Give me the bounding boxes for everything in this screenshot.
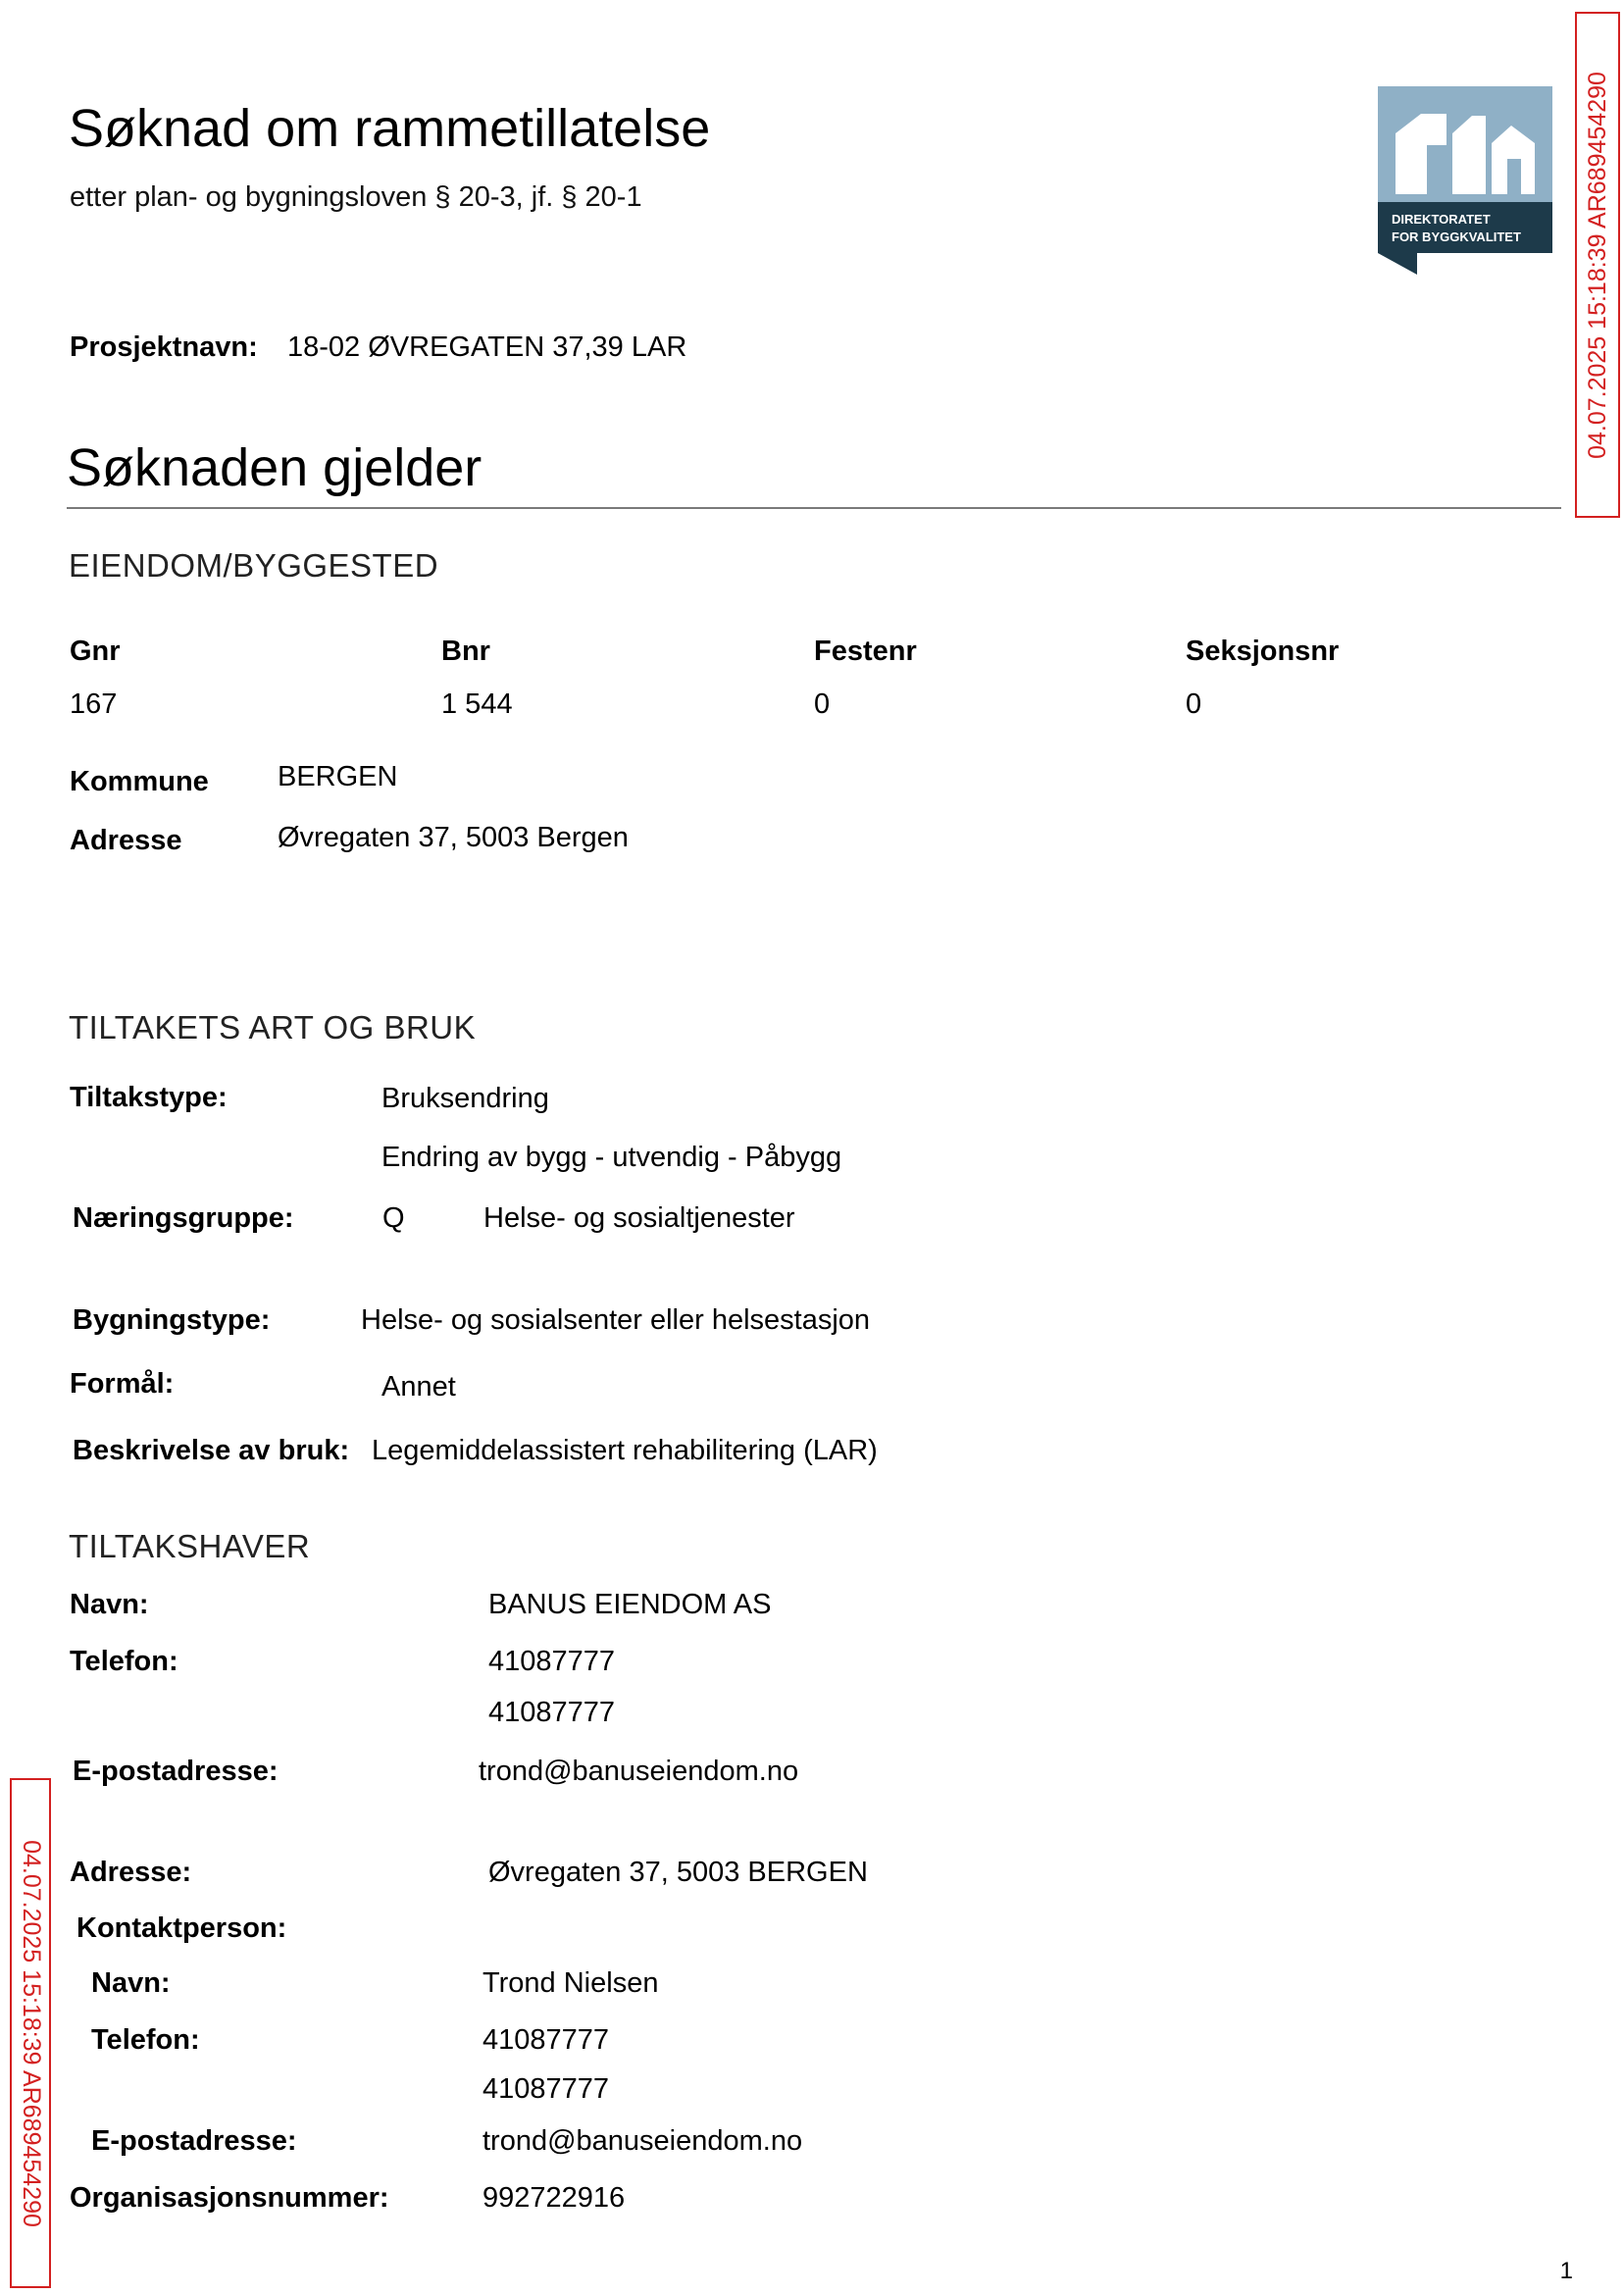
date-stamp-text: 04.07.2025 15:18:39 AR689454290: [17, 1839, 45, 2227]
date-stamp-text: 04.07.2025 15:18:39 AR689454290: [1583, 71, 1611, 459]
project-label: Prosjektnavn:: [70, 331, 258, 363]
kontakt-telefon-value-1: 41087777: [482, 2024, 610, 2056]
kommune-label: Kommune: [70, 766, 209, 797]
kontakt-epost-label: E-postadresse:: [91, 2125, 297, 2157]
section-title: Søknaden gjelder: [67, 438, 482, 497]
logo-text-line1: DIREKTORATET: [1392, 212, 1491, 227]
value-seksjonsnr: 0: [1186, 688, 1202, 720]
tiltakshaver-telefon-value-1: 41087777: [488, 1646, 616, 1677]
dibk-logo: [1378, 86, 1552, 275]
tiltakshaver-epost-label: E-postadresse:: [73, 1756, 279, 1787]
tiltak-heading: TILTAKETS ART OG BRUK: [69, 1009, 477, 1045]
kontakt-telefon-label: Telefon:: [91, 2024, 200, 2056]
column-seksjonsnr: Seksjonsnr: [1186, 636, 1340, 667]
tiltakstype-value-2: Endring av bygg - utvendig - Påbygg: [381, 1142, 842, 1173]
organisasjonsnummer-label: Organisasjonsnummer:: [70, 2182, 389, 2214]
adresse-value: Øvregaten 37, 5003 Bergen: [278, 822, 629, 853]
kommune-value: BERGEN: [278, 761, 398, 792]
adresse-label: Adresse: [70, 825, 182, 856]
organisasjonsnummer-value: 992722916: [482, 2182, 626, 2214]
date-stamp-bottom: [10, 1778, 51, 2288]
bygningstype-value: Helse- og sosialsenter eller helsestasjon: [361, 1304, 871, 1336]
kontakt-navn-value: Trond Nielsen: [482, 1967, 659, 1999]
page-number: 1: [1559, 2258, 1573, 2284]
kontakt-telefon-value-2: 41087777: [482, 2073, 610, 2105]
value-bnr: 1 544: [441, 688, 513, 720]
value-gnr: 167: [70, 688, 118, 720]
tiltakstype-value-1: Bruksendring: [381, 1083, 549, 1114]
date-stamp-top: [1575, 12, 1620, 518]
kontaktperson-label: Kontaktperson:: [76, 1912, 287, 1944]
formal-label: Formål:: [70, 1368, 175, 1400]
formal-value: Annet: [381, 1371, 456, 1402]
naeringsgruppe-label: Næringsgruppe:: [73, 1202, 294, 1234]
tiltakshaver-epost-value: trond@banuseiendom.no: [479, 1756, 799, 1787]
tiltakstype-label: Tiltakstype:: [70, 1082, 228, 1113]
tiltakshaver-heading: TILTAKSHAVER: [69, 1528, 311, 1564]
kontakt-navn-label: Navn:: [91, 1967, 171, 1999]
column-bnr: Bnr: [441, 636, 490, 667]
bygningstype-label: Bygningstype:: [73, 1304, 271, 1336]
naeringsgruppe-code: Q: [382, 1202, 405, 1234]
document-subtitle: etter plan- og bygningsloven § 20-3, jf. § 20-1: [70, 181, 642, 213]
tiltakshaver-adresse-value: Øvregaten 37, 5003 BERGEN: [488, 1857, 868, 1888]
document-title: Søknad om rammetillatelse: [69, 99, 711, 158]
eiendom-heading: EIENDOM/BYGGESTED: [69, 547, 439, 584]
tiltakshaver-navn-label: Navn:: [70, 1589, 149, 1620]
naeringsgruppe-value: Helse- og sosialtjenester: [483, 1202, 795, 1234]
project-value: 18-02 ØVREGATEN 37,39 LAR: [287, 331, 687, 363]
logo-text-line2: FOR BYGGKVALITET: [1392, 229, 1521, 244]
beskrivelse-label: Beskrivelse av bruk:: [73, 1435, 350, 1466]
tiltakshaver-navn-value: BANUS EIENDOM AS: [488, 1589, 772, 1620]
section-divider: [67, 507, 1561, 509]
column-festenr: Festenr: [814, 636, 917, 667]
column-gnr: Gnr: [70, 636, 121, 667]
tiltakshaver-telefon-label: Telefon:: [70, 1646, 178, 1677]
value-festenr: 0: [814, 688, 831, 720]
kontakt-epost-value: trond@banuseiendom.no: [482, 2125, 803, 2157]
tiltakshaver-telefon-value-2: 41087777: [488, 1697, 616, 1728]
beskrivelse-value: Legemiddelassistert rehabilitering (LAR): [372, 1435, 878, 1466]
tiltakshaver-adresse-label: Adresse:: [70, 1857, 192, 1888]
